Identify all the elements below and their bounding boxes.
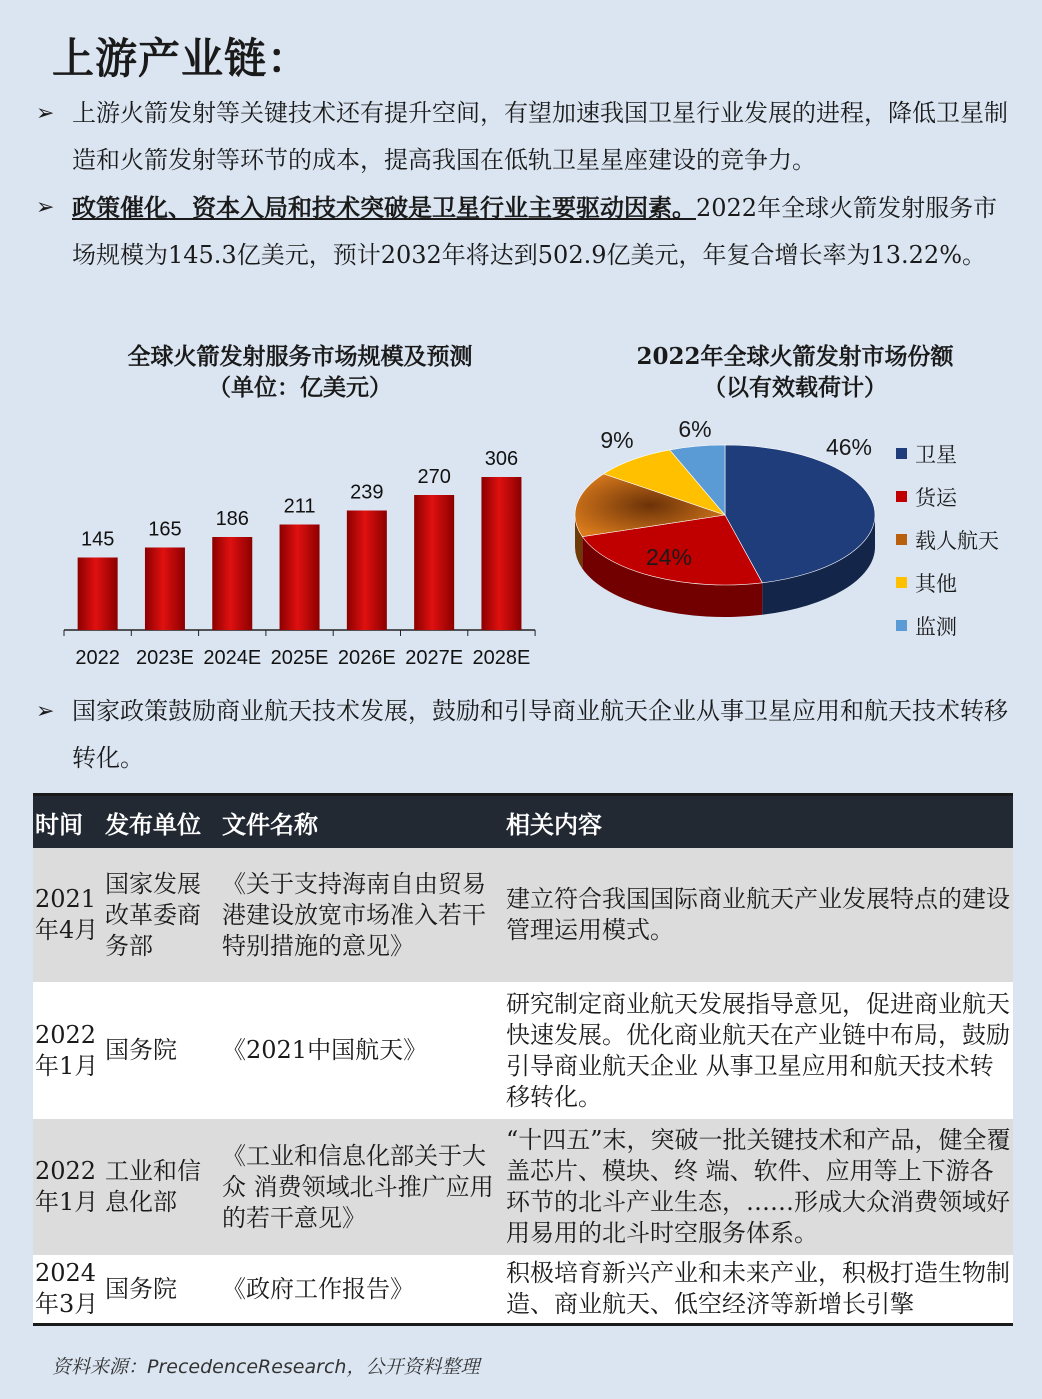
bar-2022: [78, 558, 118, 631]
table-row: [33, 848, 1013, 982]
cell-content: 积极培育新兴产业和未来产业，积极打造生物制造、商业航天、低空经济等新增长引擎: [506, 1259, 1010, 1318]
page-title: 上游产业链：: [52, 34, 311, 83]
bullet-item: [36, 184, 1016, 279]
cell-time: 2022年1月: [35, 1157, 99, 1216]
bar-chart: [50, 440, 550, 680]
bullet-text: 国家政策鼓励商业航天技术发展，鼓励和引导商业航天企业从事卫星应用和航天技术转移转化。: [72, 697, 1008, 772]
arrow-bullet-icon: ➢: [36, 699, 55, 724]
cell-org: 国务院: [105, 1274, 177, 1303]
legend-label: 载人航天: [915, 528, 999, 553]
bar-value-label: 186: [215, 508, 249, 530]
legend-label: 监测: [915, 614, 957, 639]
legend-label: 其他: [915, 571, 957, 596]
x-tick-label: 2022: [75, 647, 120, 669]
bar-2024E: [212, 537, 252, 630]
pie-value-label: 24%: [645, 544, 693, 570]
bar-2027E: [414, 495, 454, 630]
legend-swatch: [896, 448, 907, 459]
bar-value-label: 270: [417, 466, 451, 488]
cell-doc: 《工业和信息化部关于大众 消费领域北斗推广应用的若干意见》: [222, 1141, 494, 1232]
bar-chart-title: 全球火箭发射服务市场规模及预测: [127, 343, 473, 370]
legend-label: 货运: [915, 485, 957, 510]
legend-item: [896, 518, 999, 561]
pie-chart-title: 2022年全球火箭发射市场份额: [636, 343, 954, 370]
bar-value-label: 165: [148, 518, 182, 541]
legend-item: [896, 475, 999, 518]
pie-chart-subtitle: （以有效载荷计）: [703, 374, 887, 401]
pie-chart: [565, 410, 895, 640]
x-tick-label: 2024E: [203, 647, 262, 669]
x-tick-label: 2023E: [136, 647, 194, 669]
bar-value-label: 145: [80, 528, 115, 551]
bar-chart-subtitle: （单位：亿美元）: [208, 374, 392, 401]
pie-chart-title-block: [565, 341, 1025, 403]
bullet-text: 2022年全球火箭发射服务市场规模为145.3亿美元，预计2032年将达到502.9亿美元，年复合增长率为13.22%。: [72, 194, 998, 269]
bar-2023E: [145, 548, 185, 631]
x-tick-label: 2028E: [472, 647, 531, 669]
bar-value-label: 306: [484, 448, 519, 470]
bar-2025E: [280, 525, 320, 631]
pie-value-label: 6%: [678, 416, 712, 442]
arrow-bullet-icon: ➢: [36, 195, 55, 220]
arrow-bullet-icon: ➢: [36, 101, 55, 126]
legend-item: [896, 561, 999, 604]
header-doc: 文件名称: [222, 809, 318, 839]
legend-item: [896, 432, 999, 475]
cell-doc: 《政府工作报告》: [222, 1274, 414, 1303]
legend-swatch: [896, 534, 907, 545]
table-row: [33, 982, 1013, 1119]
legend-swatch: [896, 620, 907, 631]
cell-content: “十四五”末，突破一批关键技术和产品，健全覆盖芯片、模块、终 端、软件、应用等上下游各环节的北斗产业生态，……形成大众消费领域好用易用的北斗时空服务体系。: [506, 1126, 1011, 1247]
legend-item: [896, 604, 999, 647]
bar-chart-title-block: [60, 341, 540, 403]
cell-time: 2022年1月: [35, 1020, 99, 1080]
x-tick-label: 2026E: [337, 647, 396, 669]
bullets-top: [36, 90, 1016, 279]
bar-2026E: [347, 511, 387, 631]
cell-doc: 《2021中国航天》: [222, 1036, 428, 1064]
legend-swatch: [896, 491, 907, 502]
cell-org: 国家发展改革委商务部: [105, 869, 201, 960]
source-note: 资料来源：PrecedenceResearch，公开资料整理: [52, 1356, 480, 1378]
pie-value-label: 46%: [825, 434, 873, 460]
bullet-item: [36, 90, 1016, 184]
bullet-item: [36, 688, 1016, 782]
pie-legend: [896, 432, 999, 647]
cell-content: 建立符合我国国际商业航天产业发展特点的建设管理运用模式。: [506, 885, 1010, 944]
legend-swatch: [896, 577, 907, 588]
pie-value-label: 9%: [600, 427, 634, 453]
cell-doc: 《关于支持海南自由贸易港建设放宽市场准入若干特别措施的意见》: [222, 869, 486, 960]
bullet-lead: 政策催化、资本入局和技术突破是卫星行业主要驱动因素。: [72, 193, 696, 222]
x-tick-label: 2025E: [270, 647, 329, 669]
policy-table: [33, 793, 1013, 1326]
bullets-mid: [36, 688, 1016, 782]
bar-2028E: [481, 477, 521, 630]
header-time: 时间: [35, 809, 83, 839]
cell-org: 国务院: [105, 1036, 177, 1064]
table-row: [33, 1119, 1013, 1255]
x-tick-label: 2027E: [405, 647, 464, 669]
cell-time: 2021年4月: [35, 885, 99, 944]
header-org: 发布单位: [105, 809, 201, 839]
bar-value-label: 211: [283, 495, 316, 518]
header-content: 相关内容: [506, 809, 602, 839]
legend-label: 卫星: [915, 442, 957, 467]
cell-org: 工业和信息化部: [105, 1157, 201, 1216]
table-header: [33, 793, 1013, 848]
table-row: [33, 1255, 1013, 1323]
cell-time: 2024年3月: [35, 1259, 99, 1318]
bar-value-label: 239: [350, 481, 384, 504]
bullet-text: 上游火箭发射等关键技术还有提升空间，有望加速我国卫星行业发展的进程，降低卫星制造和火箭发射等环节的成本，提高我国在低轨卫星星座建设的竞争力。: [72, 99, 1008, 174]
cell-content: 研究制定商业航天发展指导意见，促进商业航天快速发展。优化商业航天在产业链中布局，鼓励引导商业航天企业 从事卫星应用和航天技术转移转化。: [506, 989, 1010, 1111]
